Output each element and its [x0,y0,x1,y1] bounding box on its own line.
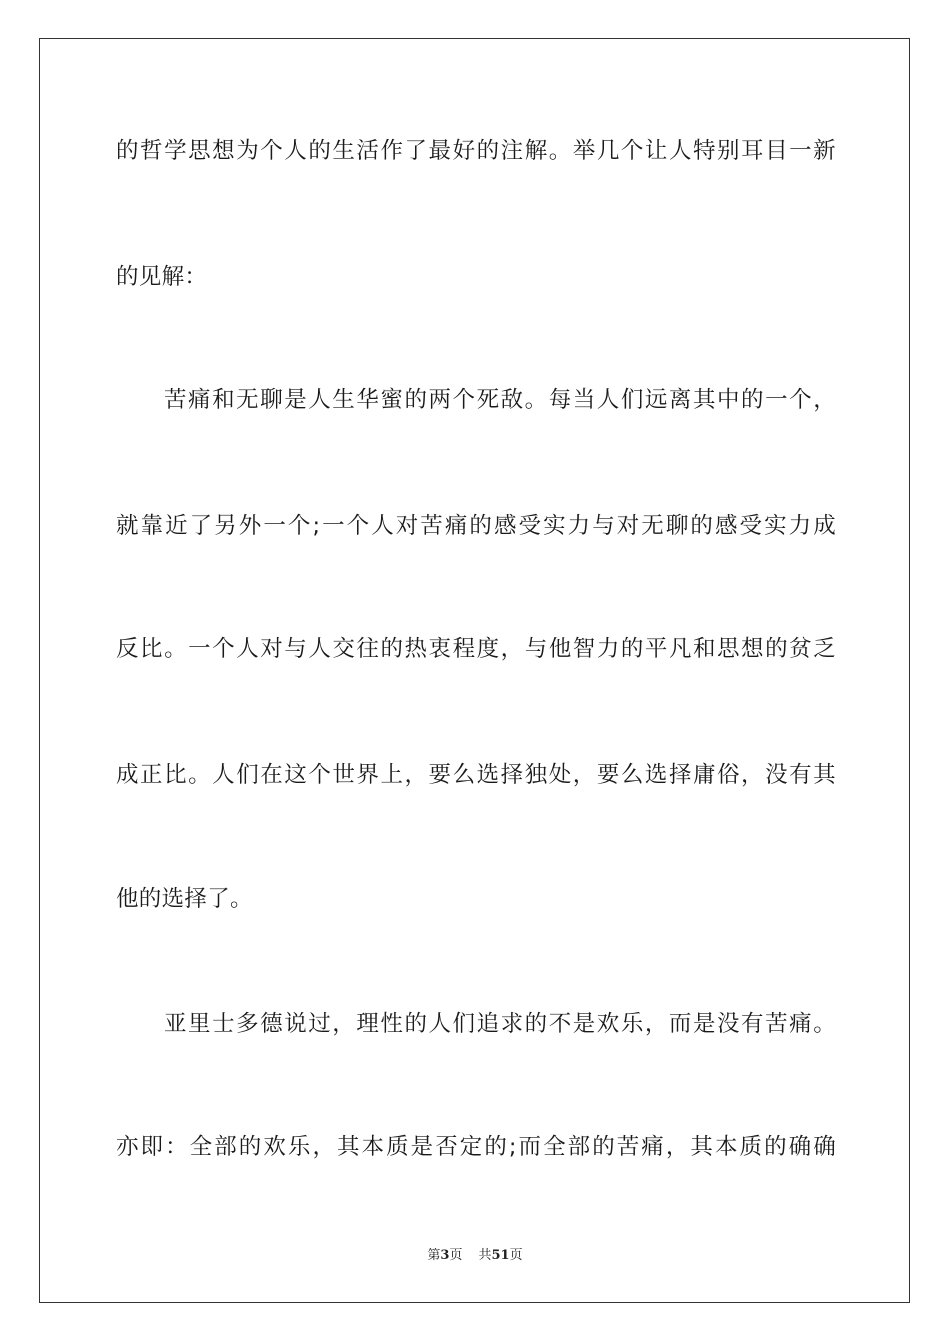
body-text-line-7: 他的选择了。 [116,886,253,912]
page-prefix: 第 [427,1248,441,1263]
body-text-line-8: 亚里士多德说过，理性的人们追求的不是欢乐，而是没有苦痛。 [164,1011,836,1037]
body-text-line-6: 成正比。人们在这个世界上，要么选择独处，要么选择庸俗，没有其 [116,762,836,788]
total-prefix: 共 [478,1248,492,1263]
page-border [39,38,910,1303]
body-text-line-3: 苦痛和无聊是人生华蜜的两个死敌。每当人们远离其中的一个， [164,387,836,413]
body-text-line-4: 就靠近了另外一个;一个人对苦痛的感受实力与对无聊的感受实力成 [116,513,836,539]
page-footer [0,1247,950,1265]
body-text-line-9: 亦即：全部的欢乐，其本质是否定的;而全部的苦痛，其本质的确确 [116,1134,836,1160]
total-suffix: 页 [509,1248,523,1263]
page-number: 3 [440,1248,450,1263]
total-pages: 51 [491,1248,510,1263]
body-text-line-1: 的哲学思想为个人的生活作了最好的注解。举几个让人特别耳目一新 [116,138,836,164]
body-text-line-2: 的见解： [116,264,208,290]
page-suffix: 页 [449,1248,463,1263]
body-text-line-5: 反比。一个人对与人交往的热衷程度，与他智力的平凡和思想的贫乏 [116,636,836,662]
